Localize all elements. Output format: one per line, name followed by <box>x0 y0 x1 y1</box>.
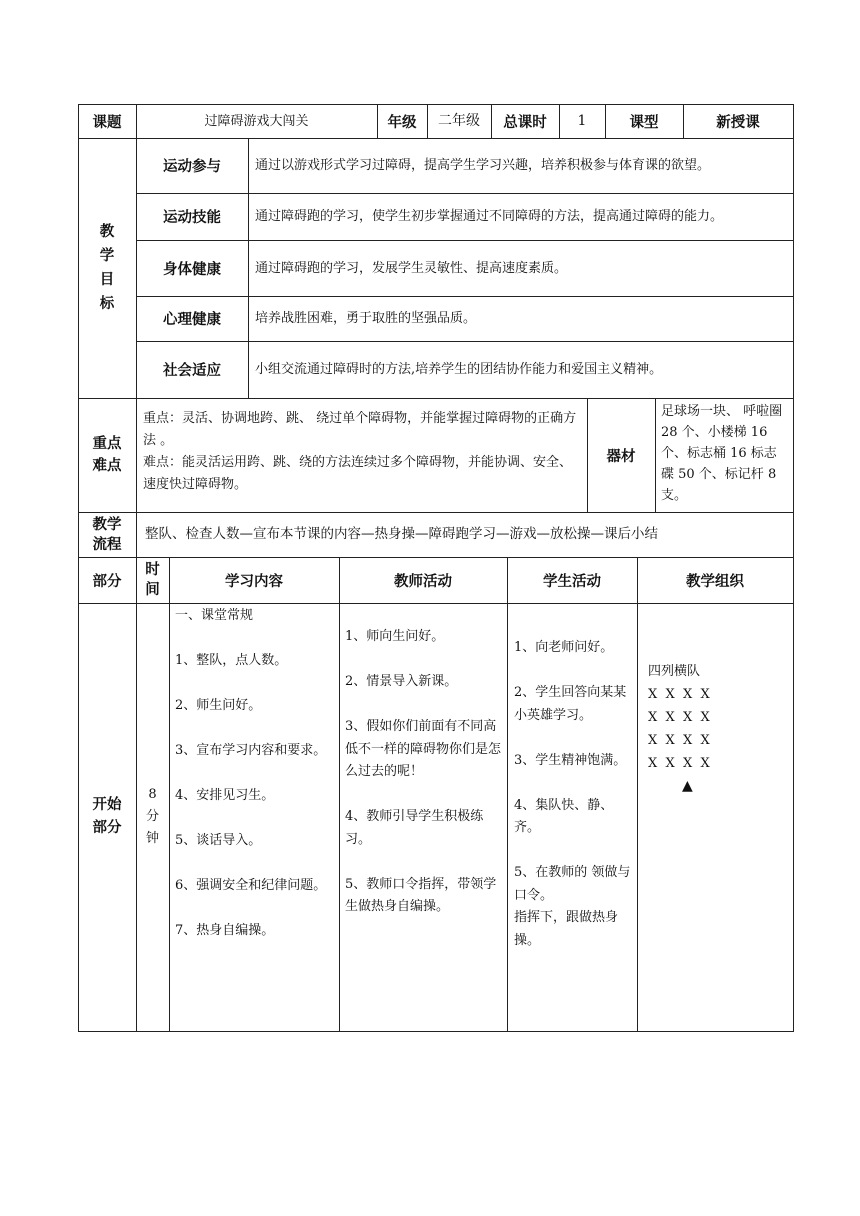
col-time: 时 间 <box>145 562 160 598</box>
section-time: 8 分 钟 <box>145 787 159 846</box>
type-value: 新授课 <box>716 114 760 131</box>
grade-value: 二年级 <box>438 112 480 129</box>
section-content: 一、课堂常规 1、整队，点人数。 2、师生问好。 3、宣布学习内容和要求。 4、安排见习生。 5、谈话导入。 6、强调安全和纪律问题。 7、热身自编操。 <box>175 608 327 938</box>
hours-value: 1 <box>577 112 587 129</box>
flow-label: 教学 流程 <box>92 516 122 553</box>
col-part: 部分 <box>92 573 122 590</box>
formation-row: X X X X <box>648 733 710 748</box>
topic-label: 课题 <box>92 114 122 131</box>
hours-label: 总课时 <box>503 114 547 131</box>
key-points-text: 重点：灵活、协调地跨、跳、 绕过单个障碍物，并能掌握过障碍物的正确方法 。 难点：能灵活运用跨、跳、绕的方法连续过多个障碍物，并能协调、安全、速度快过障碍物。 <box>143 411 577 492</box>
col-teacher: 教师活动 <box>394 573 452 590</box>
objective-text: 通过障碍跑的学习，使学生初步掌握通过不同障碍的方法，提高通过障碍的能力。 <box>255 209 724 224</box>
topic-value: 过障碍游戏大闯关 <box>204 113 309 129</box>
objective-name: 身体健康 <box>163 261 221 278</box>
objective-name: 心理健康 <box>163 312 221 328</box>
col-organization: 教学组织 <box>686 573 744 590</box>
grade-label: 年级 <box>387 114 417 131</box>
teacher-triangle-icon: ▲ <box>682 778 693 794</box>
col-student: 学生活动 <box>543 573 601 590</box>
objective-text: 通过障碍跑的学习，发展学生灵敏性、提高速度素质。 <box>255 260 568 276</box>
objective-text: 小组交流通过障碍时的方法,培养学生的团结协作能力和爱国主义精神。 <box>255 362 663 377</box>
objective-text: 通过以游戏形式学习过障碍，提高学生学习兴趣，培养积极参与体育课的欲望。 <box>255 158 711 173</box>
type-label: 课型 <box>629 114 659 131</box>
objective-name: 运动技能 <box>163 210 221 226</box>
objective-name: 社会适应 <box>163 363 221 379</box>
formation-diagram <box>648 660 710 798</box>
equipment-text: 足球场一块、 呼啦圈 28 个、小楼梯 16 个、标志桶 16 标志碟 50 个、标记杆 8 支。 <box>661 404 783 503</box>
objective-name: 运动参与 <box>163 159 221 175</box>
equipment-label: 器材 <box>606 448 636 465</box>
col-content: 学习内容 <box>225 573 283 590</box>
objective-text: 培养战胜困难，勇于取胜的坚强品质。 <box>255 311 477 326</box>
key-points-label: 重点 难点 <box>92 436 122 474</box>
section-student: 1、向老师问好。 2、学生回答向某某小英雄学习。 3、学生精神饱满。 4、集队快、静、齐。 5、在教师的 领做与口令。 指挥下，跟做热身操。 <box>514 640 631 948</box>
objectives-label: 教 学 目 标 <box>99 224 115 312</box>
formation-row: X X X X <box>648 687 710 702</box>
formation-row: X X X X <box>648 710 710 725</box>
formation-title: 四列横队 <box>648 664 701 679</box>
formation-row: X X X X <box>648 756 710 771</box>
section-teacher: 1、师向生问好。 2、情景导入新课。 3、假如你们前面有不同高低不一样的障碍物你们是怎么过去的呢！ 4、教师引导学生积极练习。 5、教师口令指挥，带领学生做热身自编操。 <box>345 629 502 914</box>
section-part: 开始 部分 <box>92 797 122 836</box>
flow-text: 整队、检查人数—宣布本节课的内容—热身操—障碍跑学习—游戏—放松操—课后小结 <box>145 526 658 542</box>
